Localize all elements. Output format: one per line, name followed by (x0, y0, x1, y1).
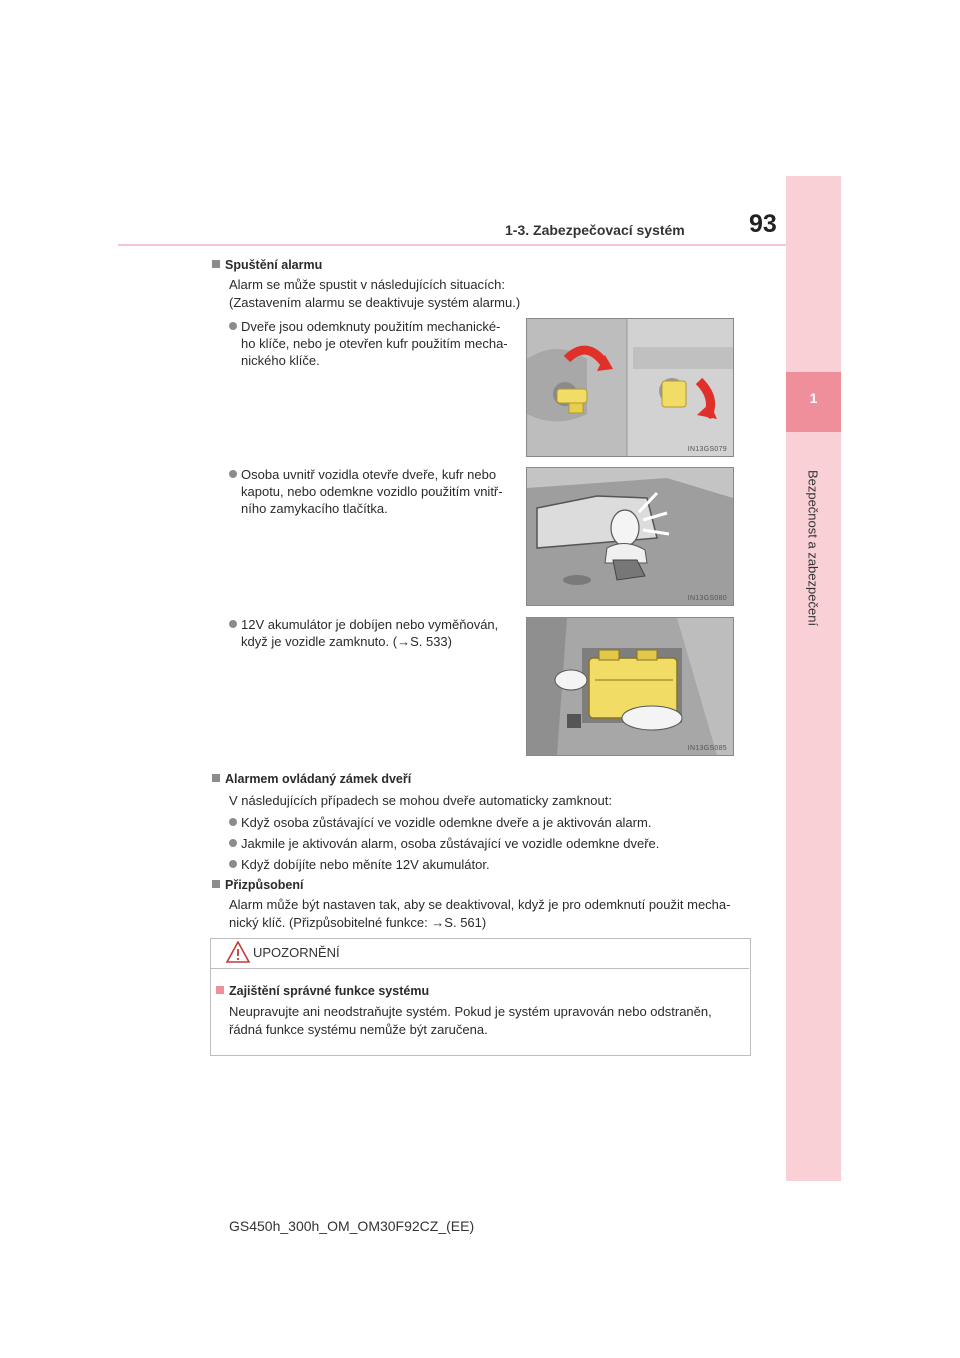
round-bullet-icon (229, 322, 237, 330)
round-bullet-icon (229, 818, 237, 826)
list-item: Jakmile je aktivován alarm, osoba zůstávající ve vozidle odemkne dveře. (229, 835, 659, 853)
side-tab-chapter-number: 1 (809, 390, 818, 406)
list-item: Dveře jsou odemknuty použitím mechanické- ho klíče, nebo je otevřen kufr použitím mecha- nického klíče. (229, 318, 515, 369)
battery-replacement-illustration (527, 618, 733, 755)
list-item: 12V akumulátor je dobíjen nebo vyměňován, když je vozidle zamknuto. (→S. 533) (229, 616, 515, 650)
side-tab-chapter-label: Bezpečnost a zabezpečení (805, 469, 821, 627)
header-rule (118, 244, 840, 246)
figure-code: IN13GS079 (687, 446, 727, 453)
round-bullet-icon (229, 620, 237, 628)
side-tab-band (786, 176, 841, 1181)
footer-model-code: GS450h_300h_OM_OM30F92CZ_(EE) (229, 1218, 475, 1234)
person-in-car-illustration (527, 468, 733, 605)
warning-text: Neupravujte ani neodstraňujte systém. Pokud je systém upravován nebo odstraněn, řádná funkce systému nemůže být zaručena. (229, 1004, 712, 1037)
alarm-trigger-heading: Spuštění alarmu (212, 258, 322, 272)
customization-heading: Přizpůsobení (212, 878, 303, 892)
list-item: Osoba uvnitř vozidla otevře dveře, kufr nebo kapotu, nebo odemkne vozidlo použitím vnitř- ního zamykacího tlačítka. (229, 466, 515, 517)
warning-header-rule (211, 968, 749, 969)
round-bullet-icon (229, 470, 237, 478)
figure-person-in-car (526, 467, 734, 606)
list-item: Když dobíjíte nebo měníte 12V akumulátor. (229, 856, 490, 874)
alarm-lock-intro: V následujících případech se mohou dveře automaticky zamknout: (229, 793, 612, 808)
warning-title: UPOZORNĚNÍ (253, 945, 340, 960)
alarm-trigger-intro: Alarm se může spustit v následujících situacích: (Zastavením alarmu se deaktivuje systém alarmu.) (229, 277, 521, 310)
square-bullet-icon (212, 880, 220, 888)
square-bullet-icon (212, 260, 220, 268)
figure-battery-replacement (526, 617, 734, 756)
square-bullet-icon (212, 774, 220, 782)
round-bullet-icon (229, 860, 237, 868)
page-number: 93 (749, 210, 777, 238)
square-bullet-icon (216, 986, 224, 994)
figure-code: IN13GS085 (687, 745, 727, 752)
list-item: Když osoba zůstávající ve vozidle odemkne dveře a je aktivován alarm. (229, 814, 651, 832)
round-bullet-icon (229, 839, 237, 847)
figure-mechanical-key (526, 318, 734, 457)
warning-triangle-icon (226, 941, 250, 968)
figure-code: IN13GS080 (687, 595, 727, 602)
warning-subheading: Zajištění správné funkce systému (216, 984, 429, 998)
customization-text: Alarm může být nastaven tak, aby se deaktivoval, když je pro odemknutí použit mecha- nický klíč. (Přizpůsobitelné funkce: →S. 561) (229, 897, 731, 930)
mechanical-key-illustration (527, 319, 733, 456)
section-title: 1-3. Zabezpečovací systém (505, 222, 685, 238)
alarm-lock-heading: Alarmem ovládaný zámek dveří (212, 772, 411, 786)
